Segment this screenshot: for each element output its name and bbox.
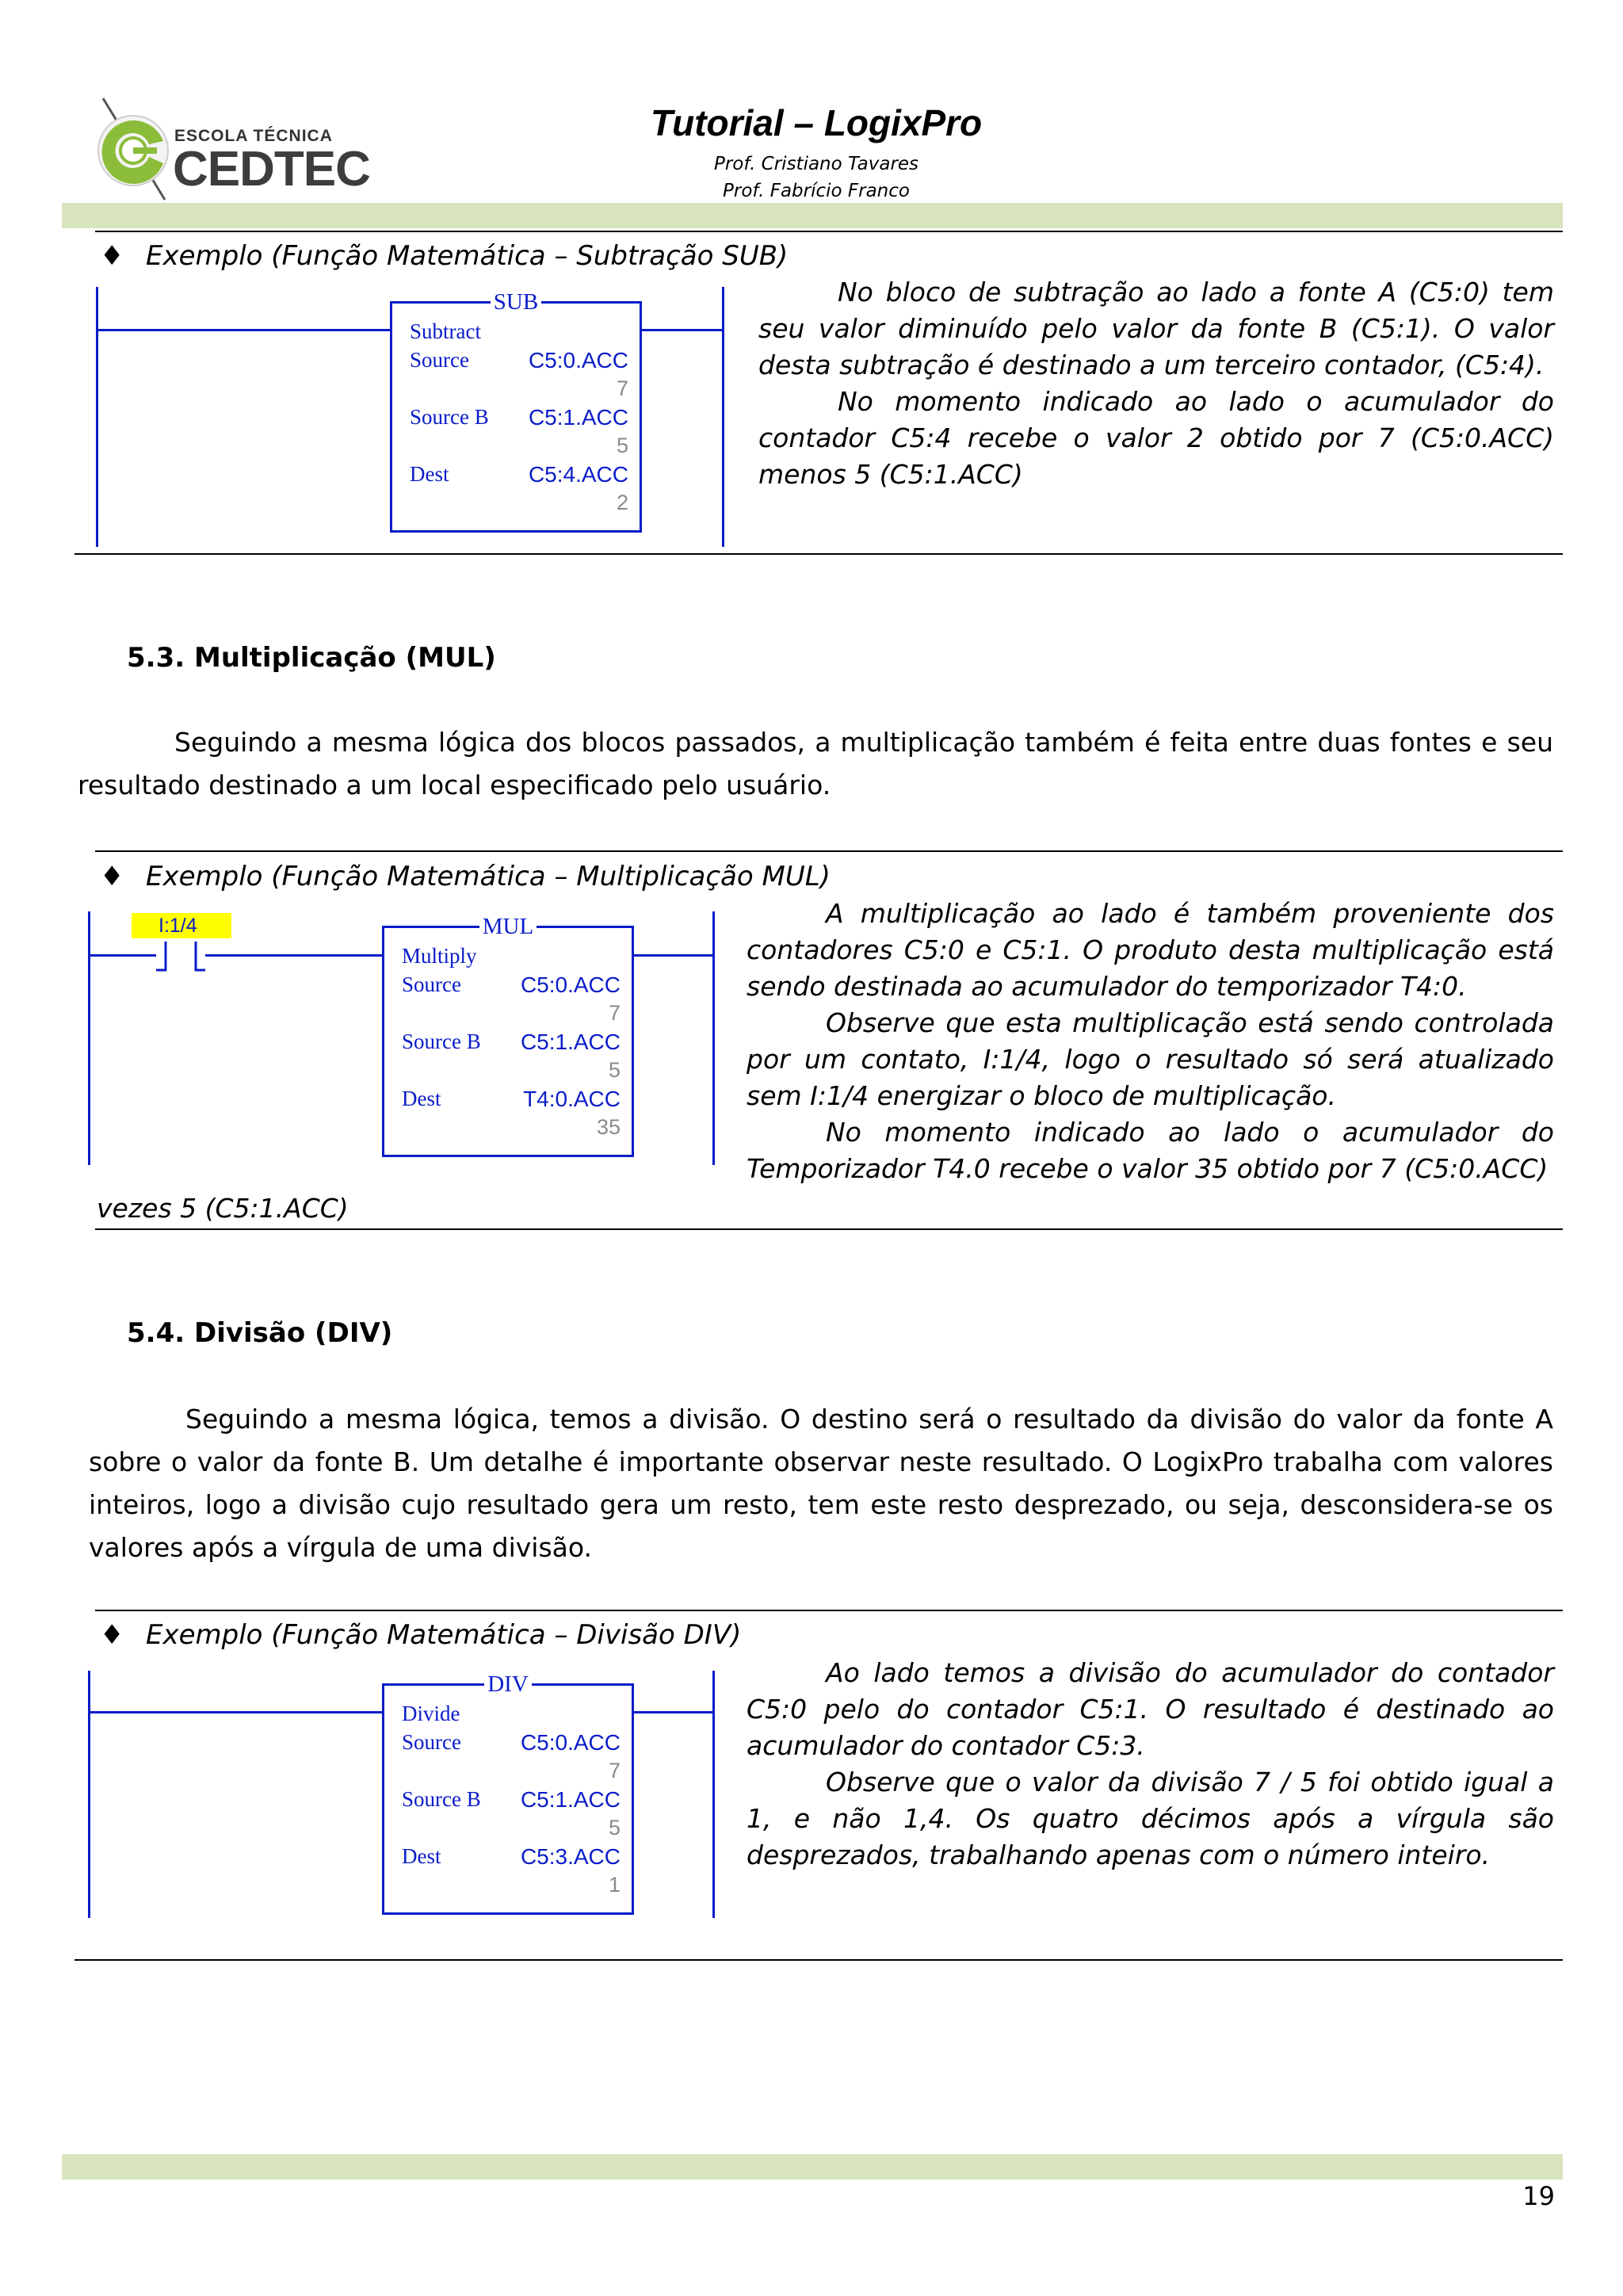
div-block <box>382 1671 634 1915</box>
source-b-address: C5:1.ACC <box>520 1787 621 1812</box>
example-sub-description <box>758 274 1554 493</box>
source-a-address: C5:0.ACC <box>520 972 621 997</box>
rung-wire-left <box>96 329 392 331</box>
sub-block-title: SUB <box>491 289 541 315</box>
section-mul-body: Seguindo a mesma lógica dos blocos passados, a multiplicação também é feita entre duas fontes e seu resultado destinado a um local especificado pelo usuário. <box>78 727 1553 800</box>
example-mul-text-continued: vezes 5 (C5:1.ACC) <box>97 1193 349 1224</box>
section-mul-heading: 5.3. Multiplicação (MUL) <box>127 642 496 674</box>
source-a-value: 7 <box>608 1001 621 1025</box>
dest-label: Dest <box>410 462 449 486</box>
dest-address: T4:0.ACC <box>523 1087 621 1111</box>
contact-label: I:1/4 <box>132 913 231 938</box>
right-power-rail <box>712 911 715 1165</box>
mul-block-title: MUL <box>479 914 537 939</box>
rung-wire-right <box>642 329 724 331</box>
footer-accent-bar <box>62 2154 1563 2179</box>
cedtec-logo-icon <box>86 94 181 204</box>
example-mul-text-1: A multiplicação ao lado é também proveniente dos contadores C5:0 e C5:1. O produto desta multiplicação está sendo destinada ao acumulador do temporizador T4:0. <box>747 898 1554 1002</box>
contact-icon <box>155 940 207 972</box>
rung-wire-left <box>88 1711 384 1713</box>
example-mul-text-2: Observe que esta multiplicação está sendo controlada por um contato, I:1/4, logo o resultado só será atualizado sem I:1/4 energizar o bloco de multiplicação. <box>747 1007 1554 1111</box>
example-mul-bottom-rule <box>95 1228 1563 1230</box>
source-b-address: C5:1.ACC <box>528 405 628 430</box>
source-a-value: 7 <box>616 376 628 400</box>
example-div-bottom-rule <box>74 1959 1563 1961</box>
example-mul-bullet: ♦ <box>100 861 124 892</box>
example-sub-text-2: No momento indicado ao lado o acumulador do contador C5:4 recebe o valor 2 obtido por 7 (C5:0.ACC) menos 5 (C5:1.ACC) <box>758 386 1554 490</box>
example-mul-description <box>747 896 1554 1187</box>
example-mul-top-rule <box>95 850 1563 852</box>
header-accent-bar <box>62 203 1563 228</box>
example-div-description <box>747 1655 1554 1874</box>
source-b-label: Source B <box>410 405 489 429</box>
school-logo <box>86 94 370 204</box>
dest-address: C5:4.ACC <box>528 462 628 487</box>
example-sub-bullet: ♦ <box>100 240 124 272</box>
page-number: 19 <box>1522 2181 1555 2211</box>
source-a-label: Source <box>402 1730 461 1754</box>
left-power-rail <box>88 911 90 1165</box>
example-sub-bottom-rule <box>74 553 1563 555</box>
source-a-address: C5:0.ACC <box>528 348 628 372</box>
dest-value: 2 <box>616 491 628 514</box>
source-b-value: 5 <box>608 1816 621 1839</box>
rung-wire-right <box>634 1711 715 1713</box>
source-b-label: Source B <box>402 1787 481 1811</box>
mul-block <box>382 914 634 1157</box>
example-sub-heading: Exemplo (Função Matemática – Subtração SUB) <box>146 240 789 272</box>
right-power-rail <box>712 1671 715 1918</box>
source-a-label: Source <box>410 348 469 372</box>
source-a-label: Source <box>402 972 461 996</box>
example-div-top-rule <box>95 1610 1563 1611</box>
div-block-label: Divide <box>402 1702 460 1725</box>
section-div-body: Seguindo a mesma lógica, temos a divisão. O destino será o resultado da divisão do valor da fonte A sobre o valor da fonte B. Um detalhe é importante observar neste resultado. O LogixPro trabalha com valores inteiros, logo a divisão cujo resultado gera um resto, tem este resto desprezado, ou seja, desconsidera-se os valores após a vírgula de uma divisão. <box>89 1404 1553 1563</box>
example-div-heading: Exemplo (Função Matemática – Divisão DIV) <box>146 1619 742 1651</box>
rung-wire-middle <box>205 954 384 957</box>
rung-wire-left <box>88 954 156 957</box>
dest-label: Dest <box>402 1087 441 1110</box>
example-sub-text-1: No bloco de subtração ao lado a fonte A (C5:0) tem seu valor diminuído pelo valor da fonte B (C5:1). O valor desta subtração é destinado a um terceiro contador, (C5:4). <box>758 277 1554 380</box>
example-div-text-1: Ao lado temos a divisão do acumulador do contador C5:0 pelo do contador C5:1. O resultado é destinado ao acumulador do contador C5:3. <box>747 1657 1554 1761</box>
dest-label: Dest <box>402 1844 441 1868</box>
example-div-text-2: Observe que o valor da divisão 7 / 5 foi obtido igual a 1, e não 1,4. Os quatro décimos após a vírgula são desprezados, trabalhando apenas com o número inteiro. <box>747 1767 1554 1870</box>
left-power-rail <box>96 287 98 547</box>
source-b-value: 5 <box>616 434 628 457</box>
logo-small-text: ESCOLA TÉCNICA <box>174 127 333 145</box>
dest-value: 1 <box>608 1873 621 1897</box>
mul-block-label: Multiply <box>402 944 477 968</box>
source-b-value: 5 <box>608 1058 621 1082</box>
source-a-address: C5:0.ACC <box>520 1730 621 1755</box>
example-div-bullet: ♦ <box>100 1619 124 1651</box>
dest-value: 35 <box>596 1115 621 1139</box>
sub-block-label: Subtract <box>410 319 481 343</box>
right-power-rail <box>722 287 724 547</box>
sub-block <box>390 289 642 533</box>
div-block-title: DIV <box>484 1671 532 1697</box>
section-div-heading: 5.4. Divisão (DIV) <box>127 1317 393 1349</box>
source-a-value: 7 <box>608 1759 621 1782</box>
document-title: Tutorial – LogixPro <box>650 102 983 143</box>
source-b-address: C5:1.ACC <box>520 1030 621 1054</box>
source-b-label: Source B <box>402 1030 481 1053</box>
left-power-rail <box>88 1671 90 1918</box>
dest-address: C5:3.ACC <box>520 1844 621 1869</box>
professor-2: Prof. Fabrício Franco <box>723 181 910 201</box>
professor-1: Prof. Cristiano Tavares <box>713 154 919 174</box>
example-mul-heading: Exemplo (Função Matemática – Multiplicação MUL) <box>146 861 831 892</box>
example-sub-top-rule <box>95 231 1563 232</box>
example-mul-text-3: No momento indicado ao lado o acumulador do Temporizador T4.0 recebe o valor 35 obtido por 7 (C5:0.ACC) <box>747 1117 1554 1184</box>
rung-wire-right <box>634 954 715 957</box>
logo-big-text: CEDTEC <box>173 142 370 197</box>
